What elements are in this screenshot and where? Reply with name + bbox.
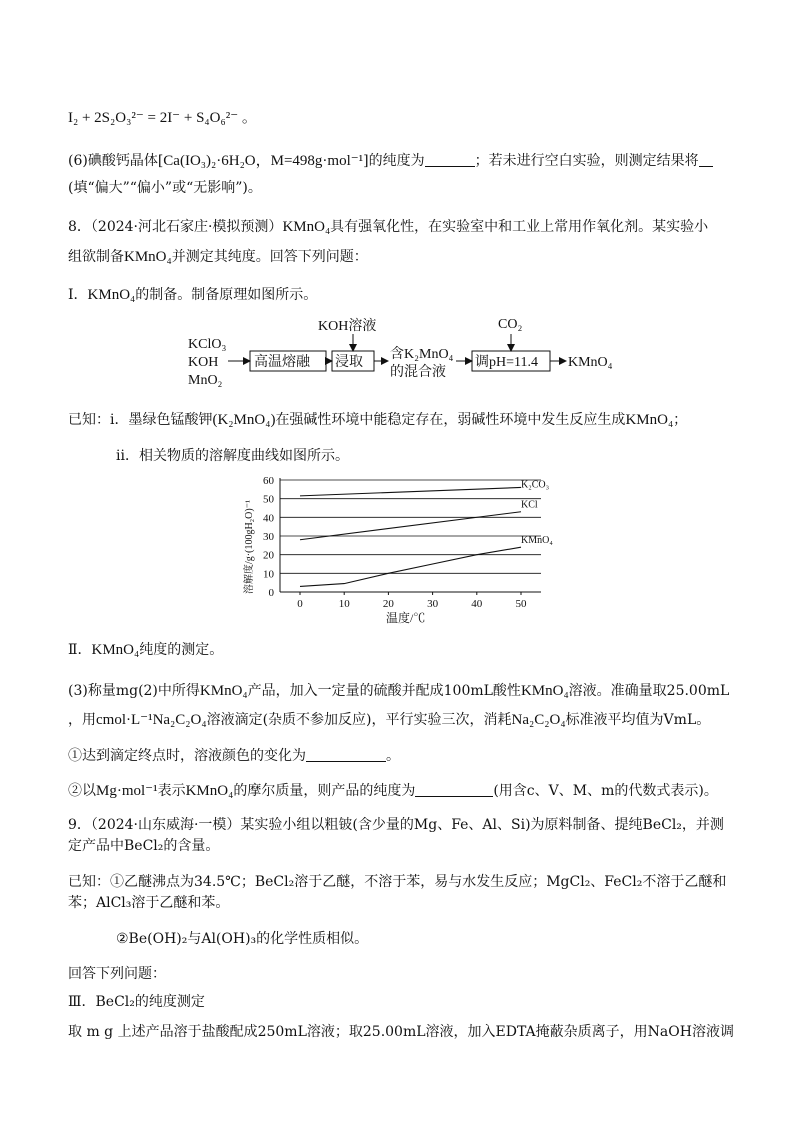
q8-part1b: 的制备。制备原理如图所示。	[135, 287, 318, 303]
series-label-1: KCl	[521, 499, 538, 511]
q3-s1end: 。	[386, 748, 400, 764]
x-tick-label: 50	[515, 598, 527, 610]
q3-1b: 产品，加入一定量的硫酸并配成100mL酸性	[247, 683, 521, 699]
q8-line2a: 组欲制备	[68, 249, 124, 265]
known-i-a: 已知：i．墨绿色锰酸钾	[68, 412, 213, 428]
series-line-1	[300, 512, 521, 540]
q3-kmno4-a: KMnO₄	[199, 683, 248, 699]
mixture-label-2: 的混合液	[390, 365, 446, 380]
q3-1c: 溶液。准确量取25.00mL	[568, 683, 730, 699]
known-i	[68, 410, 687, 430]
q8-kmno4-4: KMnO₄	[91, 642, 140, 658]
q9-last: 取 m g 上述产品溶于盐酸配成250mL溶液；取25.00mL溶液，加入EDTA掩蔽杂质离子，用NaOH溶液调	[68, 1024, 734, 1040]
q6-line2: (填“偏大”“偏小”或“无影响”)。	[68, 180, 262, 196]
q8-part1	[68, 285, 317, 305]
known-ii: ii．相关物质的溶解度曲线如图所示。	[116, 448, 349, 464]
y-tick-label: 10	[263, 568, 274, 581]
series-label-0: K₂CO₃	[521, 479, 550, 491]
x-tick-label: 30	[427, 598, 439, 610]
q3-2c: 标准液平均值为VmL。	[565, 712, 711, 728]
q3-s2d: (用含c、V、M、m的代数式表示)。	[493, 783, 718, 799]
y-tick-label: 40	[263, 512, 274, 525]
x-tick-label: 0	[297, 598, 303, 610]
y-tick-label: 30	[263, 531, 274, 543]
known-i-formula: (K₂MnO₄)	[212, 412, 276, 428]
reagent-co2: CO₂	[498, 317, 523, 332]
q9-known2: ②Be(OH)₂与Al(OH)₃的化学性质相似。	[116, 931, 369, 947]
q6-formula: Ca(IO₃)₂·6H₂O，M=498g·mol⁻¹	[163, 153, 364, 169]
reactant-koh: KOH	[188, 355, 219, 370]
q3-line1	[68, 681, 729, 701]
q8-line1a: 8．（2024·河北石家庄·模拟预测）	[68, 219, 283, 235]
mixture-label-1: 含K₂MnO₄	[390, 347, 454, 362]
q9-line2: 定产品中BeCl₂的含量。	[68, 838, 220, 854]
q8-line2	[68, 247, 368, 267]
q3-sub1	[68, 746, 400, 766]
q3-s2b: 表示	[157, 783, 186, 799]
x-tick-label: 10	[338, 598, 350, 610]
q8-part2b: 纯度的测定。	[139, 642, 224, 658]
q3-s2a: ②以	[68, 783, 96, 799]
reagent-koh-solution: KOH溶液	[318, 319, 377, 334]
box-leach-label: 浸取	[335, 355, 363, 370]
q3-line2	[68, 710, 710, 730]
q3-blank1[interactable]	[306, 746, 386, 762]
q3-blank2[interactable]	[415, 781, 493, 797]
x-tick-label: 20	[382, 598, 394, 610]
q3-2f2: Na₂C₂O₄	[511, 712, 566, 728]
known-i-c: KMnO₄	[625, 412, 674, 428]
q8-part2a: Ⅱ．	[68, 642, 92, 658]
q8-part1a: I．	[68, 287, 88, 303]
q8-kmno4: KMnO₄	[282, 219, 331, 235]
q9-line1: 9．（2024·山东威海·一模）某实验小组以粗铍(含少量的Mg、Fe、Al、Si)为原料制备、提纯BeCl₂，并测	[68, 817, 724, 833]
q6-blank2[interactable]	[699, 151, 713, 167]
box-adjust-ph-label: 调pH=11.4	[475, 355, 538, 370]
q3-kmno4-c: KMnO₄	[185, 783, 234, 799]
q9-part3: Ⅲ．BeCl₂的纯度测定	[68, 994, 205, 1010]
q6-prefix: (6)碘酸钙晶体[	[68, 153, 164, 169]
solubility-chart	[236, 470, 566, 630]
y-tick-label: 50	[263, 493, 274, 506]
y-tick-label: 20	[263, 549, 274, 562]
reactant-kclo3: KClO₃	[188, 337, 227, 352]
q8-line1	[68, 217, 708, 237]
q3-2b: 溶液滴定(杂质不参加反应)，平行实验三次，消耗	[206, 712, 512, 728]
q3-sub2	[68, 781, 718, 801]
series-line-2	[300, 547, 521, 586]
q8-kmno4-3: KMnO₄	[87, 287, 136, 303]
x-tick-label: 40	[471, 598, 483, 610]
q6-mid2: ；若未进行空白实验，则测定结果将	[474, 153, 699, 169]
q6-blank1[interactable]	[425, 151, 475, 167]
series-line-0	[300, 487, 521, 495]
box-melt-label: 高温熔融	[254, 355, 310, 370]
q8-line2b: 并测定其纯度。回答下列问题：	[171, 249, 368, 265]
q3-s2f: Mg·mol⁻¹	[96, 783, 158, 799]
q3-s1: ①达到滴定终点时，溶液颜色的变化为	[68, 748, 306, 764]
chart-xlabel: 温度/℃	[386, 611, 426, 625]
series-label-2: KMnO₄	[521, 535, 553, 547]
product-kmno4: KMnO₄	[568, 355, 613, 370]
q3-1a: (3)称量mg(2)中所得	[68, 683, 200, 699]
reactant-mno2: MnO₂	[188, 373, 223, 388]
q8-kmno4-2: KMnO₄	[124, 249, 172, 265]
equation-line: I₂ + 2S₂O₃²⁻ = 2I⁻ + S₄O₆²⁻ 。	[68, 110, 257, 126]
q9-known1b: 苯；AlCl₃溶于乙醚和苯。	[68, 895, 230, 911]
q8-part2	[68, 640, 223, 660]
q3-2a: ，用	[68, 712, 96, 728]
q3-s2c: 的摩尔质量，则产品的纯度为	[233, 783, 416, 799]
y-tick-label: 0	[268, 587, 274, 599]
chart-ylabel: 溶解度/g·(100gH₂O)⁻¹	[244, 500, 255, 594]
q3-kmno4-b: KMnO₄	[520, 683, 569, 699]
known-i-d: ；	[673, 412, 688, 428]
q9-known1: 已知：①乙醚沸点为34.5℃；BeCl₂溶于乙醚，不溶于苯，易与水发生反应；MgCl₂、FeCl₂不溶于乙醚和	[68, 874, 727, 890]
process-flow-diagram	[180, 310, 740, 398]
q6-mid: ]的纯度为	[363, 153, 425, 169]
q6-line1	[68, 151, 713, 171]
y-tick-label: 60	[263, 475, 274, 487]
q8-line1b: 具有强氧化性，在实验室中和工业上常用作氧化剂。某实验小	[330, 219, 709, 235]
known-i-b: 在强碱性环境中能稳定存在，弱碱性环境中发生反应生成	[275, 412, 626, 428]
q3-2f: cmol·L⁻¹Na₂C₂O₄	[96, 712, 207, 728]
q9-answer: 回答下列问题：	[68, 966, 166, 982]
